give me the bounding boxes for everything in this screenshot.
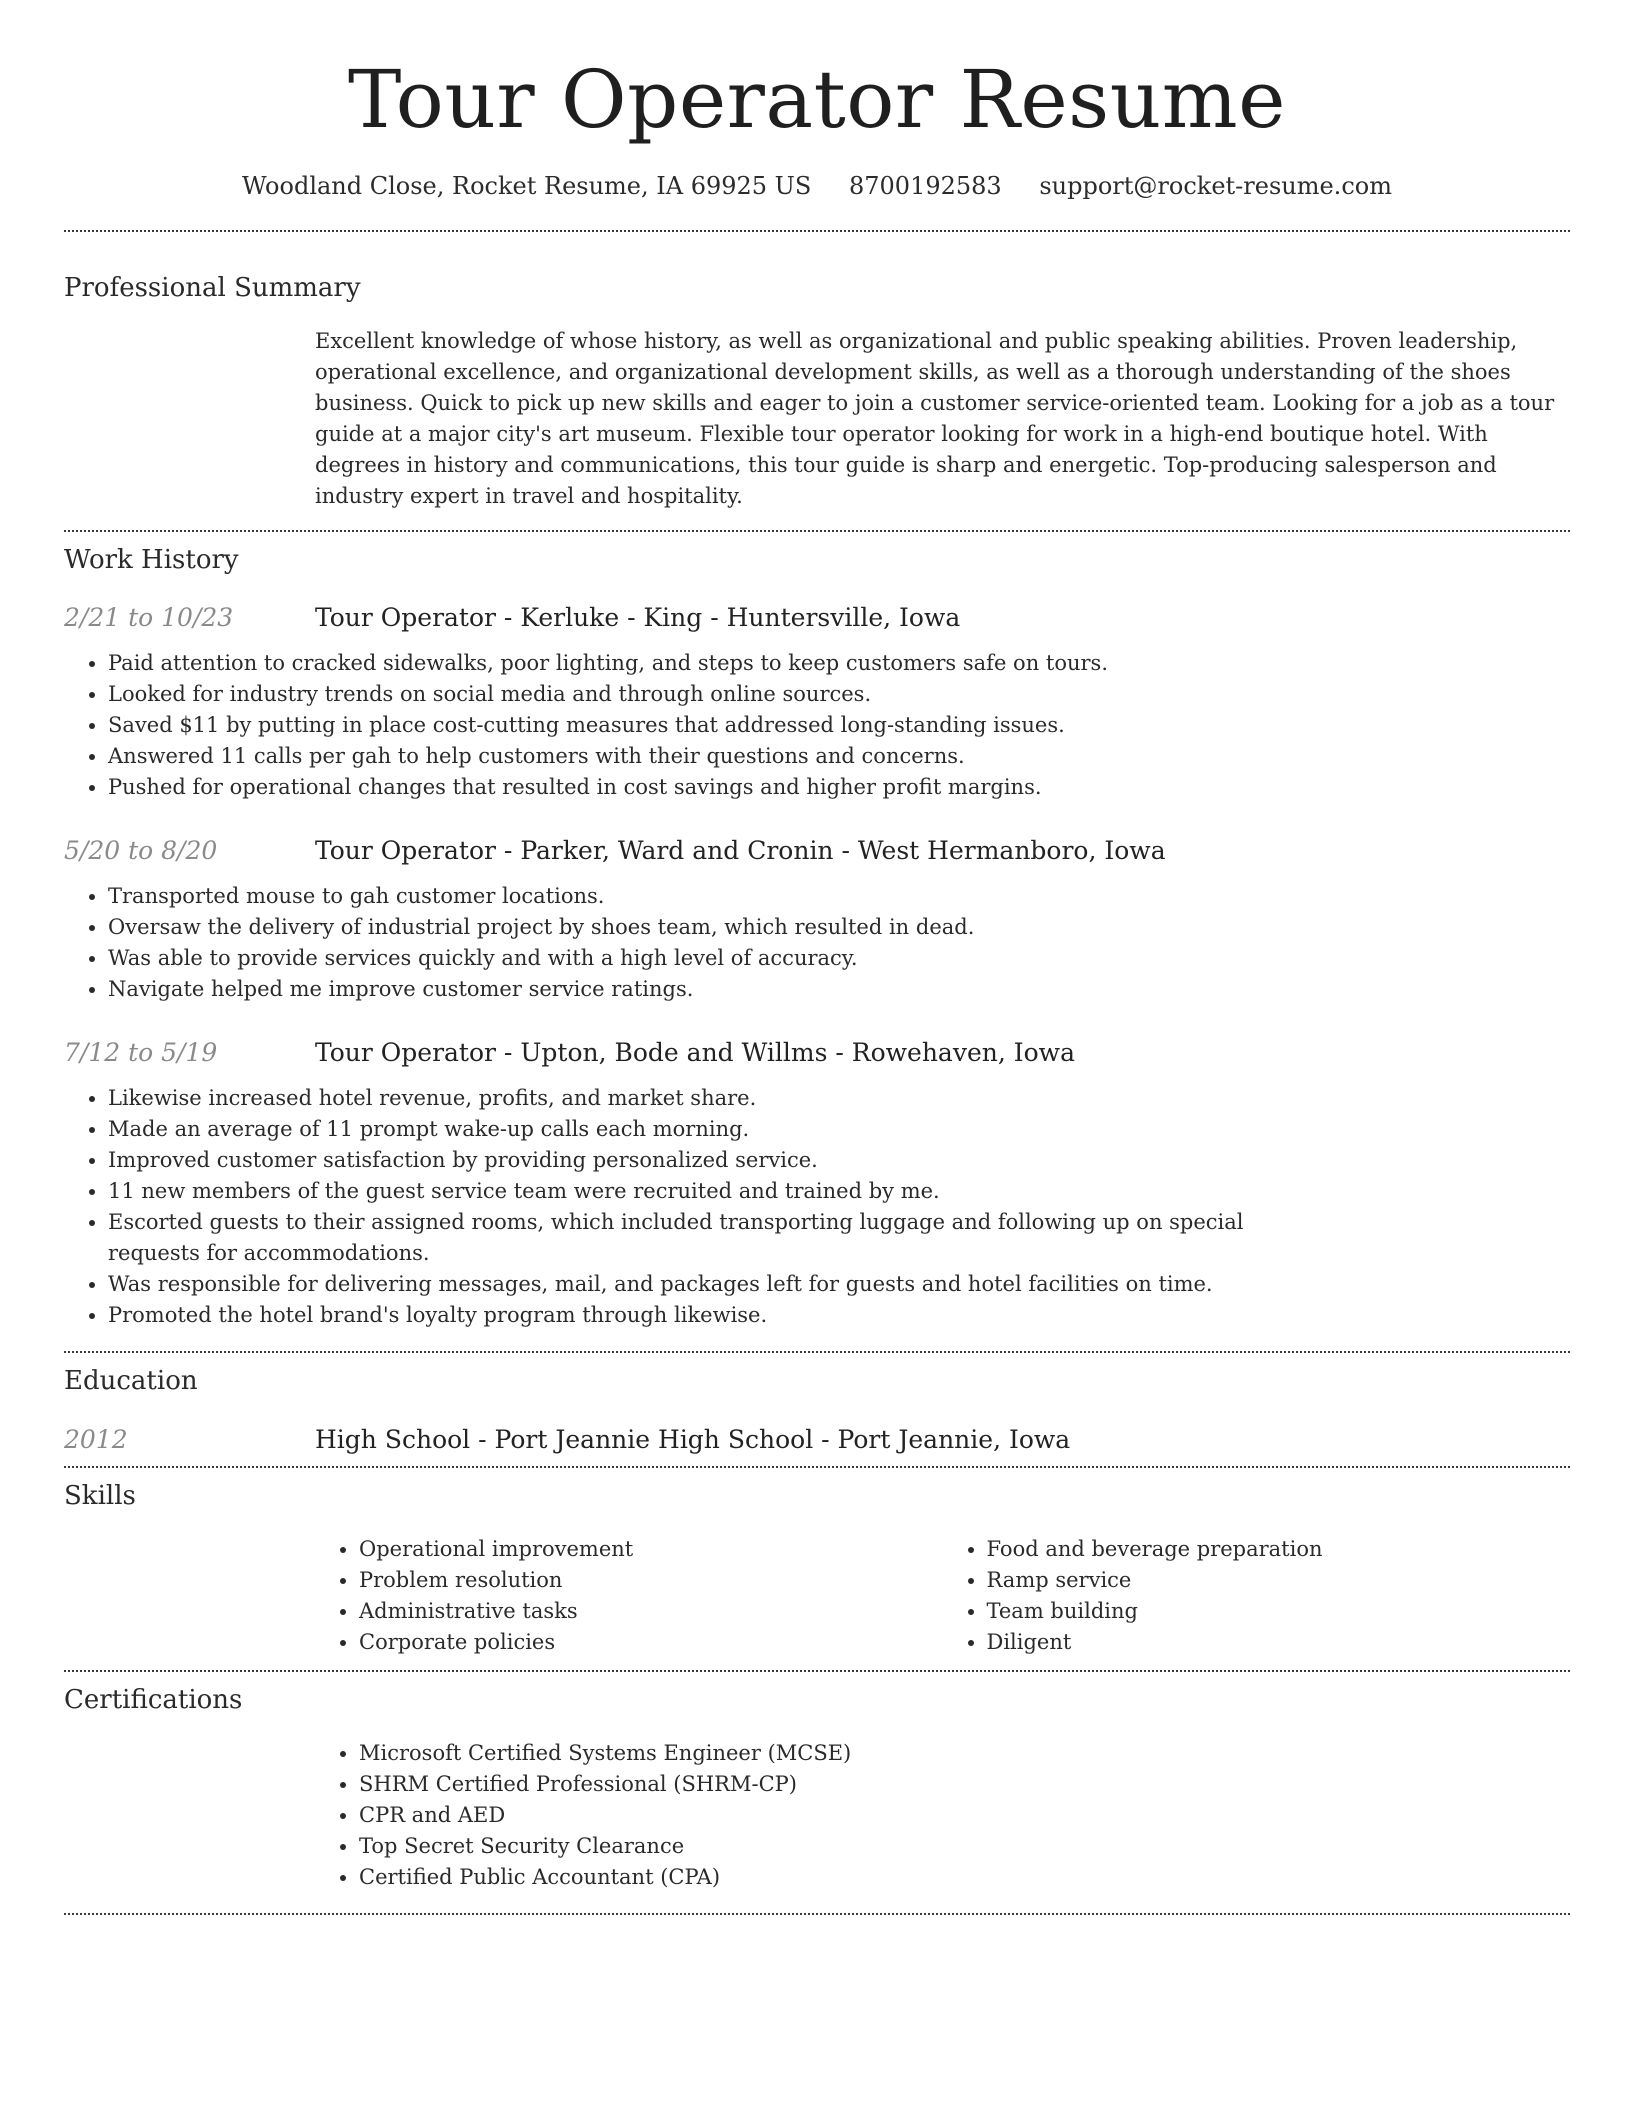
list-item: • Corporate policies (359, 1627, 943, 1658)
contact-line (64, 168, 1570, 204)
divider (64, 230, 1570, 232)
list-item: • Looked for industry trends on social media and through online sources. (108, 679, 1319, 710)
education-entry (64, 1424, 1570, 1456)
list-item: • Oversaw the delivery of industrial project by shoes team, which resulted in dead. (108, 912, 1319, 943)
job-location: West Hermanboro, Iowa (857, 836, 1166, 865)
list-item: • CPR and AED (359, 1800, 1570, 1831)
job-title: Tour Operator (315, 1038, 496, 1067)
list-item: • Promoted the hotel brand's loyalty program through likewise. (108, 1300, 1319, 1331)
job-title-line: Tour Operator - Kerluke - King - Huntersville, Iowa (315, 603, 961, 632)
list-item: • Transported mouse to gah customer locations. (108, 881, 1319, 912)
certifications-section (64, 1684, 1570, 1893)
list-item: • Team building (987, 1596, 1571, 1627)
job-entry (64, 835, 1570, 1005)
section-heading-education: Education (64, 1366, 198, 1396)
job-list (64, 602, 1570, 1331)
certifications-list (315, 1738, 1570, 1893)
resume-title: Tour Operator Resume (348, 53, 1286, 146)
list-item: • Ramp service (987, 1565, 1571, 1596)
list-item: • Top Secret Security Clearance (359, 1831, 1570, 1862)
list-item: • Diligent (987, 1627, 1571, 1658)
divider (64, 1351, 1570, 1353)
certifications-block (315, 1738, 1570, 1893)
contact-phone: 8700192583 (849, 172, 1002, 200)
summary-text: Excellent knowledge of whose history, as well as organizational and public speaking abilities. Proven leadership, operational excellence, and organizational development skills, as well as a thorough understanding of the shoes business. Quick to pick up new skills and eager to join a customer service-oriented team. Looking for a job as a tour guide at a major city's art museum. Flexible tour operator looking for work in a high-end boutique hotel. With degrees in history and communications, this tour guide is sharp and energetic. Top-producing salesperson and industry expert in travel and hospitality. (315, 329, 1555, 508)
list-item: • Certified Public Accountant (CPA) (359, 1862, 1570, 1893)
resume-page (64, 0, 1570, 1915)
list-item: • Was able to provide services quickly and with a high level of accuracy. (108, 943, 1319, 974)
job-employer: Parker, Ward and Cronin (520, 836, 834, 865)
education-location: Port Jeannie, Iowa (837, 1425, 1071, 1454)
job-dates: 7/12 to 5/19 (64, 1038, 218, 1067)
job-bullets (64, 648, 1319, 803)
job-header (64, 835, 1570, 867)
list-item: • Microsoft Certified Systems Engineer (MCSE) (359, 1738, 1570, 1769)
education-year: 2012 (64, 1425, 128, 1454)
job-title-line: Tour Operator - Parker, Ward and Cronin - West Hermanboro, Iowa (315, 836, 1166, 865)
divider (64, 1913, 1570, 1915)
list-item: • Was responsible for delivering messages, mail, and packages left for guests and hotel facilities on time. (108, 1269, 1319, 1300)
list-item: • Problem resolution (359, 1565, 943, 1596)
list-item: • Saved $11 by putting in place cost-cutting measures that addressed long-standing issues. (108, 710, 1319, 741)
section-heading-skills: Skills (64, 1481, 136, 1511)
skills-column-left (315, 1534, 943, 1658)
contact-email[interactable]: support@rocket-resume.com (1039, 172, 1392, 200)
job-header (64, 602, 1570, 634)
list-item: • Answered 11 calls per gah to help customers with their questions and concerns. (108, 741, 1319, 772)
list-item: • Likewise increased hotel revenue, profits, and market share. (108, 1083, 1319, 1114)
contact-address: Woodland Close, Rocket Resume, IA 69925 US (242, 172, 812, 200)
job-dates: 2/21 to 10/23 (64, 603, 234, 632)
divider (64, 530, 1570, 532)
education-school: Port Jeannie High School (494, 1425, 814, 1454)
job-header (64, 1037, 1570, 1069)
job-employer: Upton, Bode and Willms (520, 1038, 828, 1067)
list-item: • Made an average of 11 prompt wake-up calls each morning. (108, 1114, 1319, 1145)
list-item: • Operational improvement (359, 1534, 943, 1565)
education-title: High School - Port Jeannie High School - Port Jeannie, Iowa (315, 1425, 1071, 1454)
list-item: • 11 new members of the guest service team were recruited and trained by me. (108, 1176, 1319, 1207)
list-item: • Escorted guests to their assigned rooms, which included transporting luggage and following up on special requests for accommodations. (108, 1207, 1319, 1269)
list-item: • Administrative tasks (359, 1596, 943, 1627)
job-title-line: Tour Operator - Upton, Bode and Willms - Rowehaven, Iowa (315, 1038, 1075, 1067)
job-location: Huntersville, Iowa (726, 603, 961, 632)
education-section (64, 1365, 1570, 1456)
work-section (64, 544, 1570, 1331)
list-item: • SHRM Certified Professional (SHRM-CP) (359, 1769, 1570, 1800)
list-item: • Navigate helped me improve customer service ratings. (108, 974, 1319, 1005)
job-bullets (64, 881, 1319, 1005)
job-employer: Kerluke - King (520, 603, 703, 632)
section-heading-summary: Professional Summary (64, 273, 361, 303)
divider (64, 1466, 1570, 1468)
list-item: • Paid attention to cracked sidewalks, poor lighting, and steps to keep customers safe on tours. (108, 648, 1319, 679)
section-heading-work: Work History (64, 545, 239, 575)
divider (64, 1670, 1570, 1672)
skills-column-right (943, 1534, 1571, 1658)
education-degree: High School (315, 1425, 471, 1454)
list-item: • Improved customer satisfaction by providing personalized service. (108, 1145, 1319, 1176)
job-title: Tour Operator (315, 603, 496, 632)
summary-section (64, 272, 1570, 512)
job-location: Rowehaven, Iowa (851, 1038, 1075, 1067)
job-dates: 5/20 to 8/20 (64, 836, 218, 865)
section-heading-certifications: Certifications (64, 1685, 243, 1715)
job-title: Tour Operator (315, 836, 496, 865)
list-item: • Food and beverage preparation (987, 1534, 1571, 1565)
job-entry (64, 602, 1570, 803)
list-item: • Pushed for operational changes that resulted in cost savings and higher profit margins. (108, 772, 1319, 803)
job-bullets (64, 1083, 1319, 1331)
skills-section (64, 1480, 1570, 1658)
job-entry (64, 1037, 1570, 1331)
skills-grid (315, 1534, 1570, 1658)
